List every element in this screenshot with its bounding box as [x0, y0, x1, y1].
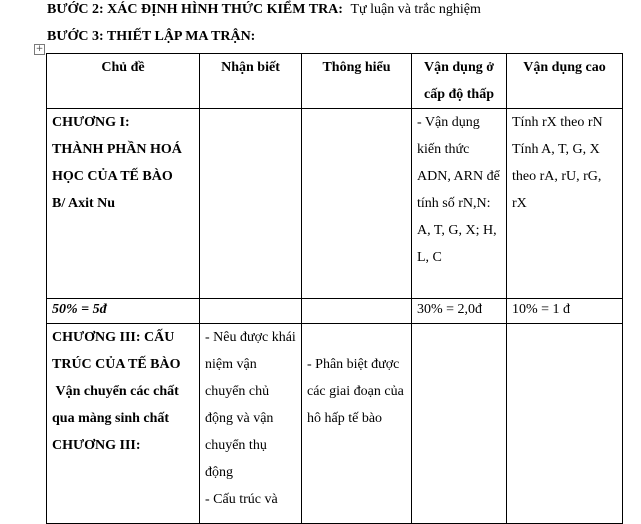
row3-topic-sub: Vận chuyển các chất qua màng sinh chất [52, 384, 183, 426]
step2-line [47, 2, 481, 18]
row3-nhan-biet-next: - Cấu trúc và [205, 492, 278, 507]
row3-topic-title: CHƯƠNG III: CẤU TRÚC CỦA TẾ BÀO [52, 330, 181, 372]
table-row [47, 109, 623, 299]
header-van-dung-thap: Vận dụng ở cấp độ thấp [412, 54, 507, 109]
row2-thong-hieu [302, 299, 412, 324]
step2-label: BƯỚC 2: XÁC ĐỊNH HÌNH THỨC KIỂM TRA: [47, 2, 343, 17]
row1-van-dung-thap: - Vận dụng kiến thức ADN, ARN để tính số rN,N: A, T, G, X; H, L, C [412, 109, 507, 299]
header-van-dung-cao: Vận dụng cao [507, 54, 623, 109]
row3-topic-next: CHƯƠNG III: [52, 438, 141, 453]
row2-topic: 50% = 5đ [47, 299, 200, 324]
row1-topic: CHƯƠNG I: THÀNH PHẦN HOÁ HỌC CỦA TẾ BÀO B/ Axit Nu [47, 109, 200, 299]
row1-thong-hieu [302, 109, 412, 299]
row3-van-dung-thap [412, 324, 507, 524]
table-row [47, 299, 623, 324]
row1-nhan-biet [200, 109, 302, 299]
step2-value: Tự luận và trắc nghiệm [350, 2, 481, 17]
matrix-table [46, 53, 623, 524]
step3-label: BƯỚC 3: THIẾT LẬP MA TRẬN: [47, 29, 256, 44]
row3-nhan-biet [200, 324, 302, 524]
row3-nhan-biet-text: - Nêu được khái niệm vận chuyển chủ động và vận chuyển thụ động [205, 330, 296, 480]
table-row [47, 324, 623, 524]
row3-van-dung-cao [507, 324, 623, 524]
header-thong-hieu: Thông hiểu [302, 54, 412, 109]
row3-thong-hieu [302, 324, 412, 524]
row1-van-dung-cao: Tính rX theo rN Tính A, T, G, X theo rA, rU, rG, rX [507, 109, 623, 299]
header-nhan-biet: Nhận biết [200, 54, 302, 109]
table-move-handle-icon[interactable]: + [35, 44, 44, 54]
row2-nhan-biet [200, 299, 302, 324]
row2-van-dung-thap: 30% = 2,0đ [412, 299, 507, 324]
header-topic: Chủ đề [47, 54, 200, 109]
row2-van-dung-cao: 10% = 1 đ [507, 299, 623, 324]
row3-thong-hieu-text: - Phân biệt được các giai đoạn của hô hấp tế bào [307, 357, 404, 426]
row3-topic [47, 324, 200, 524]
header-row [47, 54, 623, 109]
